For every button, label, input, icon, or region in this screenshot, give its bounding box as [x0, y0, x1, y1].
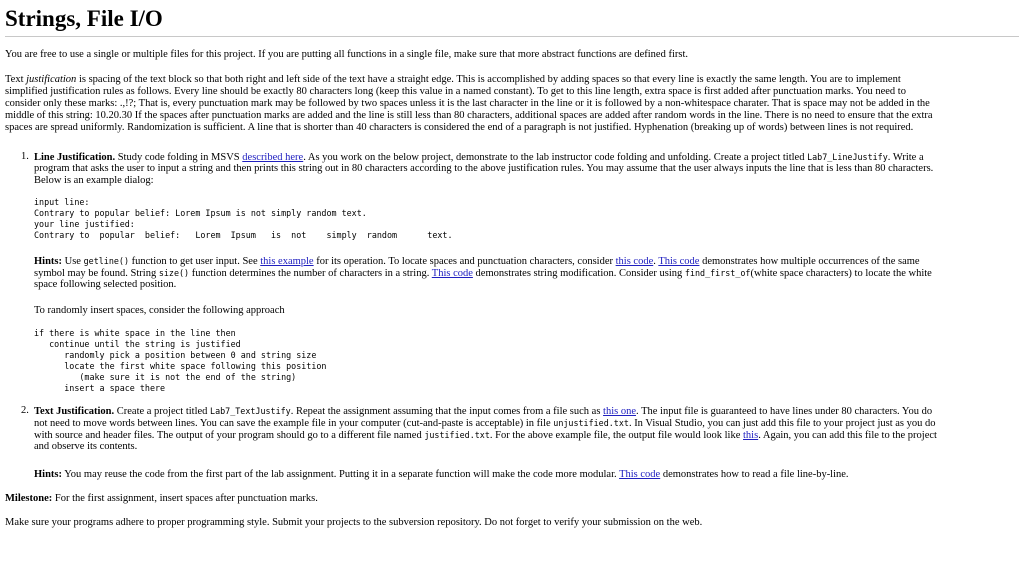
item-2-line-2: not need to move words between lines. You can save the example file in your computer (cut-and-paste is acceptable) in file unjustified.txt. In Visual Studio, you can just add this file to your project just as you do	[34, 418, 936, 429]
closing-paragraph: Make sure your programs adhere to proper programming style. Submit your projects to the subversion repository. Do not forget to verify your submission on the web.	[5, 517, 703, 528]
item-1-heading: Line Justification.	[34, 152, 116, 163]
this-code-link-1[interactable]: this code	[615, 256, 654, 267]
item-1-number: 1.	[21, 151, 29, 162]
justification-line-2: simplified justification rules as follows. Every line should be exactly 80 characters long (keep this value in a named constant). To get to this line length, extra space is first added after punctuation marks. You need to	[5, 86, 906, 97]
milestone-paragraph: Milestone: For the first assignment, insert spaces after punctuation marks.	[5, 493, 318, 504]
this-example-link[interactable]: this example	[260, 256, 314, 267]
justification-line-1: Text justification is spacing of the text block so that both right and left side of the text have a straight edge. This is accomplished by adding spaces so that every line is exactly the same length. You are to implement	[5, 74, 901, 85]
item-2-hints: Hints: You may reuse the code from the first part of the lab assignment. Putting it in a separate function will make the code more modular. This code demonstrates how to read a file line-by-line.	[34, 469, 849, 480]
this-code-link-4[interactable]: This code	[619, 469, 661, 480]
this-one-link[interactable]: this one	[603, 406, 637, 417]
item-1-line-3: Below is an example dialog:	[34, 175, 154, 186]
this-code-link-2[interactable]: This code	[658, 256, 700, 267]
item-2-heading: Text Justification.	[34, 406, 115, 417]
approach-text: To randomly insert spaces, consider the following approach	[34, 305, 285, 316]
example-dialog: input line: Contrary to popular belief: Lorem Ipsum is not simply random text. your line justified: Contrary to popular belief: Lorem Ipsum is not simply random text.	[34, 197, 453, 240]
item-2-line-1: Text Justification. Create a project titled Lab7_TextJustify. Repeat the assignment assuming that the input comes from a file such as this one. The input file is guaranteed to have lines under 80 characters. You do	[34, 406, 933, 417]
item-1-line-1: Line Justification. Study code folding in MSVS described here. As you work on the below project, demonstrate to the lab instructor code folding and unfolding. Create a project titled Lab7_LineJustify. Write a	[34, 152, 924, 163]
item-1-hints-line-3: space following selected position.	[34, 279, 177, 290]
justification-line-4: middle of this string: 10.20.30 If the spaces after punctuation marks are added and the line is still less than 80 characters, additional spaces are added after random words in the line. There is no need to ensure that the extra	[5, 110, 933, 121]
intro-paragraph: You are free to use a single or multiple files for this project. If you are putting all functions in a single file, make sure that more abstract functions are defined first.	[5, 49, 688, 60]
pseudocode-block: if there is white space in the line then continue until the string is justified randomly pick a position between 0 and string size locate the first white space following this position (make sure it is not the end of the string) insert a space there	[34, 328, 327, 393]
item-1-hints-line-2: symbol may be found. String size() function determines the number of characters in a string. This code demonstrates string modification. Consider using find_first_of(white space characters) to locate the white	[34, 268, 932, 279]
item-2-number: 2.	[21, 405, 29, 416]
justification-line-5: spaces are spread uniformly. Randomization is sufficient. A line that is shorter than 40 characters is considered the end of a paragraph is not justified. Hyphenation (breaking up of words) between lines is not required.	[5, 122, 914, 133]
title-divider	[5, 36, 1019, 37]
page-title: Strings, File I/O	[5, 6, 163, 31]
this-code-link-3[interactable]: This code	[431, 268, 473, 279]
described-here-link[interactable]: described here	[242, 152, 304, 163]
item-2-line-3: with source and header files. The output of your program should go to a different file named justified.txt. For the above example file, the output file would look like this. Again, you can add this file to the project	[34, 430, 937, 441]
justification-line-3: consider only these marks: .,!?; That is, every punctuation mark may be followed by two spaces unless it is the last character in the line or it is followed by a non-whitespace charater. That is space may not be added in the	[5, 98, 930, 109]
item-1-hints-line-1: Hints: Use getline() function to get user input. See this example for its operation. To locate spaces and punctuation characters, consider this code. This code demonstrates how multiple occurrences of the same	[34, 256, 920, 267]
item-2-line-4: and observe its contents.	[34, 441, 138, 452]
item-1-line-2: program that asks the user to input a string and then prints this string out in 80 characters according to the above justification rules. You may assume that the user always inputs the line that is less than 80 characters.	[34, 163, 934, 174]
this-output-link[interactable]: this	[743, 430, 759, 441]
